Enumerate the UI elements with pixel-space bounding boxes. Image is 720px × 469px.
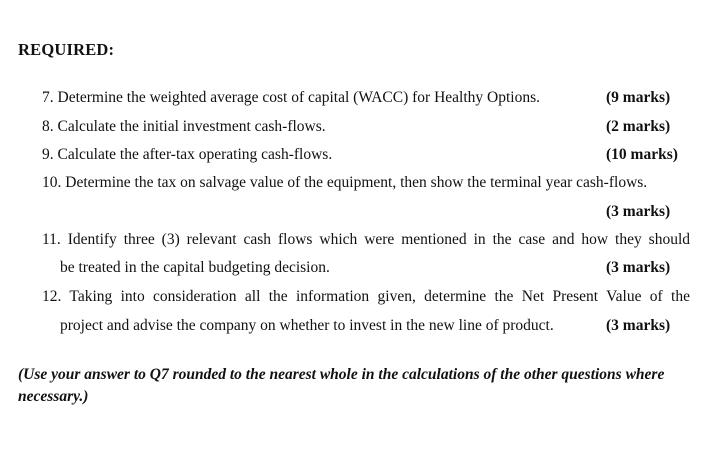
question-text: 11. Identify three (3) relevant cash flows which were mentioned in the case and how they should xyxy=(42,231,690,248)
question-text: 9. Calculate the after-tax operating cash-flows. xyxy=(42,146,333,163)
question-text: 7. Determine the weighted average cost of capital (WACC) for Healthy Options. xyxy=(42,89,540,106)
question-text: 10. Determine the tax on salvage value of the equipment, then show the terminal year cash-flows. xyxy=(42,174,648,191)
question-marks: (10 marks) xyxy=(606,146,678,163)
question-marks: (3 marks) xyxy=(606,317,671,334)
question-text-continued: project and advise the company on whether to invest in the new line of product. xyxy=(60,317,554,334)
question-text: 12. Taking into consideration all the information given, determine the Net Present Value of the xyxy=(42,288,690,305)
question-marks: (3 marks) xyxy=(606,259,671,276)
page-heading: REQUIRED: xyxy=(18,40,115,59)
question-marks: (2 marks) xyxy=(606,118,671,135)
instruction-note: (Use your answer to Q7 rounded to the nearest whole in the calculations of the other questions where necessary.) xyxy=(18,366,665,405)
question-text-continued: be treated in the capital budgeting decision. xyxy=(60,259,330,276)
question-text: 8. Calculate the initial investment cash-flows. xyxy=(42,118,326,135)
question-marks: (9 marks) xyxy=(606,89,671,106)
question-marks: (3 marks) xyxy=(606,203,671,220)
